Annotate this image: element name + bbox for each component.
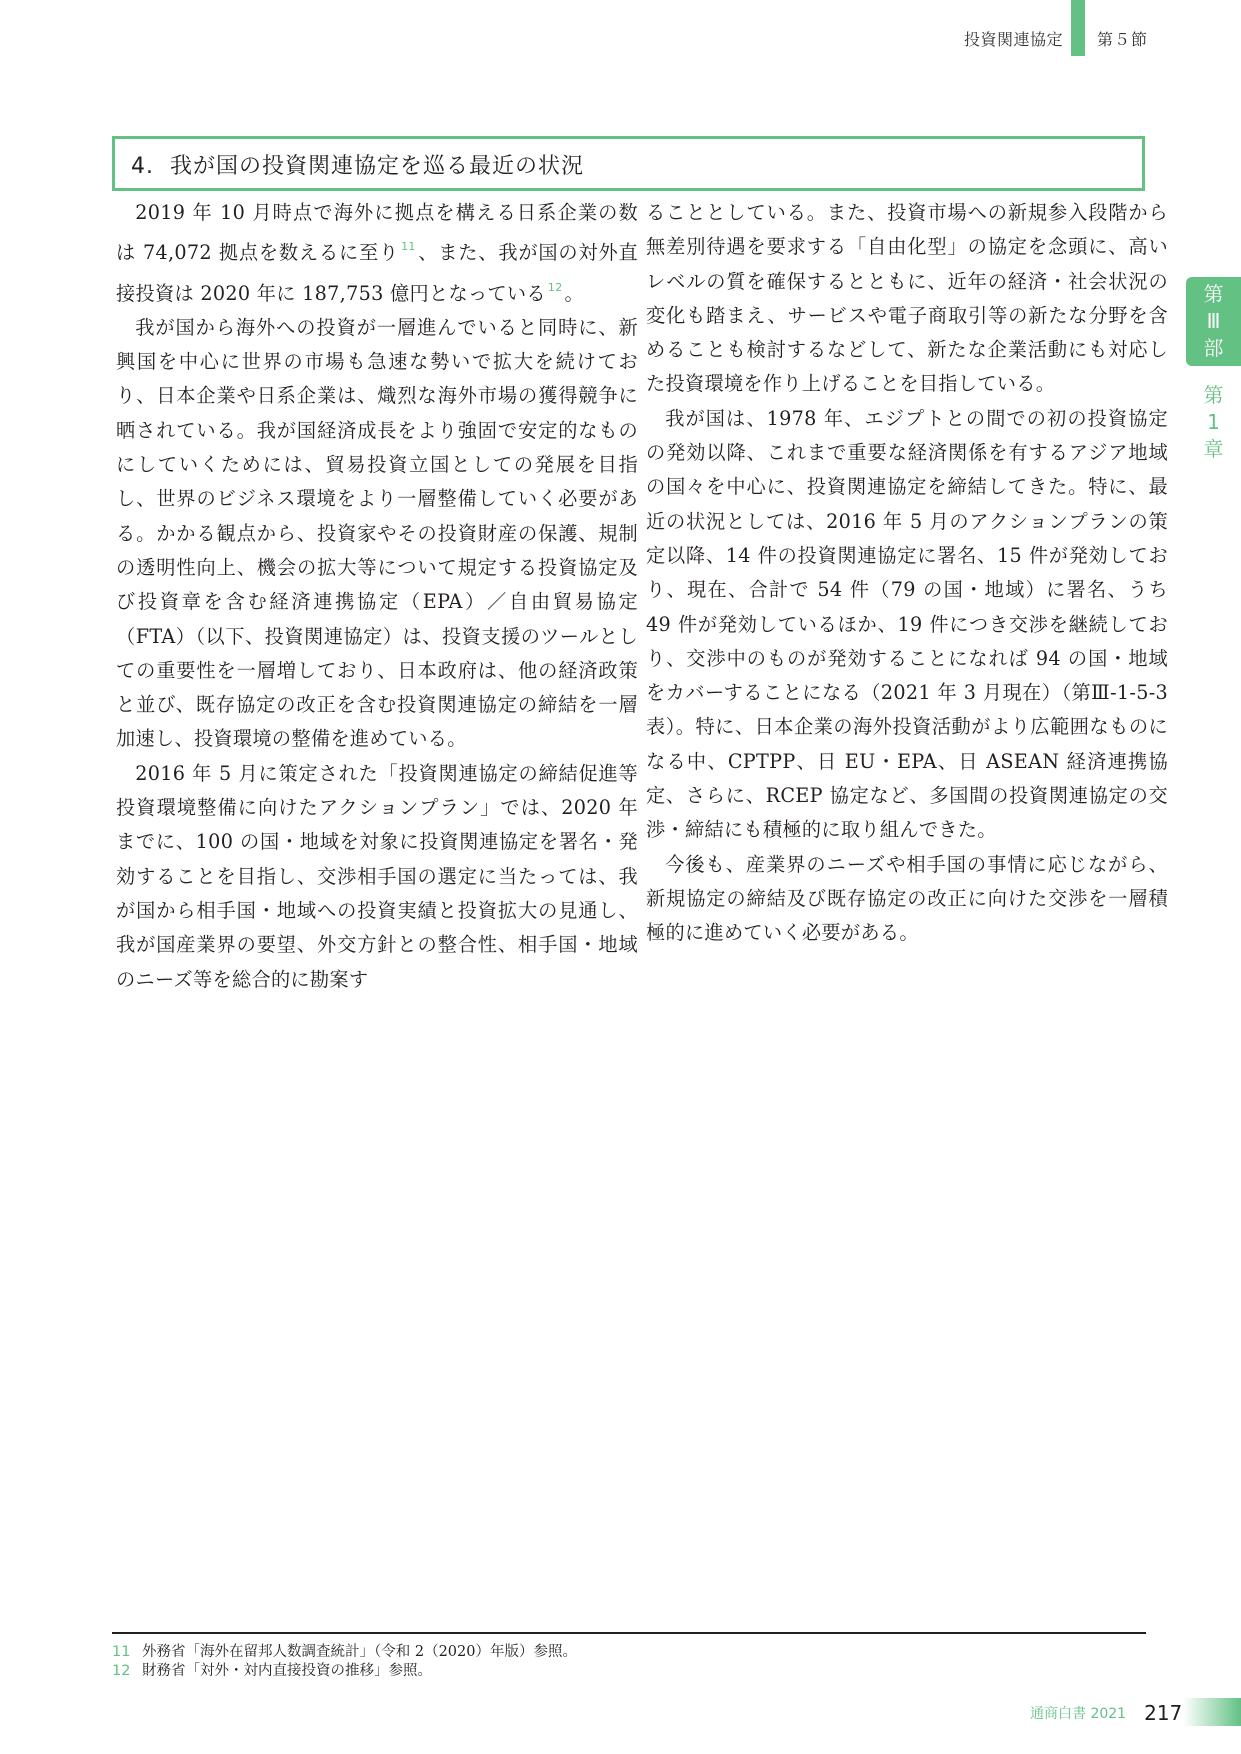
footnote-divider [112, 1632, 1146, 1634]
footnotes [112, 1643, 577, 1681]
running-head-section: 投資関連協定 [963, 30, 1063, 49]
paragraph-3: 2016 年 5 月に策定された「投資関連協定の締結促進等投資環境整備に向けたアクションプラン」では、2020 年までに、100 の国・地域を対象に投資関連協定を署名・発効することを目指し、交渉相手国の選定に当たっては、我が国から相手国・地域への投資実績と投資拡大の見通し、我が国産業界の要望、外交方針との整合性、相手国・地域のニーズ等を総合的に勘案す [116, 761, 638, 991]
footnote-11 [112, 1643, 577, 1662]
footnote-ref-11[interactable]: 11 [401, 240, 416, 254]
paragraph-text: 2019 年 10 月時点で海外に拠点を構える日系企業の数は 74,072 拠点を数えるに至り [116, 201, 638, 265]
folio-gradient-bar [1183, 1698, 1241, 1726]
paragraph-3-continued: ることとしている。また、投資市場への新規参入段階から無差別待遇を要求する「自由化型」の協定を念頭に、高いレベルの質を確保するとともに、近年の経済・社会状況の変化も踏まえ、サービスや電子商取引等の新たな分野を含めることも検討するなどして、新たな企業活動にも対応した投資環境を作り上げることを目指している。 [646, 201, 1168, 396]
folio [1030, 1698, 1182, 1728]
paragraph-1 [116, 196, 638, 311]
section-heading-box [112, 136, 1145, 191]
paragraph-text: 。 [564, 281, 585, 305]
paragraph-5: 今後も、産業界のニーズや相手国の事情に応じながら、新規協定の締結及び既存協定の改正に向けた交渉を一層積極的に進めていく必要がある。 [646, 852, 1168, 945]
footnote-text: 外務省「海外在留邦人数調査統計」（令和 2（2020）年版）参照。 [142, 1644, 577, 1660]
footnote-12 [112, 1662, 577, 1681]
footnote-ref-12[interactable]: 12 [547, 280, 563, 294]
paragraph-text: 、また、我が国の対外直接投資は 2020 年に 187,753 億円となっている [116, 241, 638, 305]
side-tab-part-char: Ⅲ [1206, 309, 1221, 333]
running-head [0, 0, 1241, 60]
page-number: 217 [1144, 1701, 1183, 1725]
side-tab-chapter-char: 1 [1207, 410, 1220, 434]
paragraph-2: 我が国から海外への投資が一層進んでいると同時に、新興国を中心に世界の市場も急速な勢いで拡大を続けており、日本企業や日系企業は、熾烈な海外市場の獲得競争に晒されている。我が国経済成長をより強固で安定的なものにしていくためには、貿易投資立国としての発展を目指し、世界のビジネス環境をより一層整備していく必要がある。かかる観点から、投資家やその投資財産の保護、規制の透明性向上、機会の拡大等について規定する投資協定及び投資章を含む経済連携協定（EPA）／自由貿易協定（FTA）（以下、投資関連協定）は、投資支援のツールとしての重要性を一層増しており、日本政府は、他の経済政策と並び、既存協定の改正を含む投資関連協定の締結を一層加速し、投資環境の整備を進めている。 [116, 315, 638, 751]
footnote-number: 11 [112, 1644, 131, 1660]
publication-name: 通商白書 2021 [1030, 1706, 1127, 1722]
footnote-number: 12 [112, 1663, 131, 1679]
side-tab-part [1186, 277, 1241, 366]
side-tab-chapter-char: 章 [1203, 437, 1224, 461]
running-head-chapter-section: 第５節 [1097, 30, 1149, 49]
side-tab-chapter-char: 第 [1203, 383, 1224, 407]
body-column-right [646, 196, 1168, 951]
side-tab-part-char: 部 [1203, 336, 1224, 360]
side-tab-chapter [1186, 382, 1241, 463]
running-head-divider-bar [1071, 0, 1085, 56]
paragraph-4: 我が国は、1978 年、エジプトとの間での初の投資協定の発効以降、これまで重要な経済関係を有するアジア地域の国々を中心に、投資関連協定を締結してきた。特に、最近の状況としては、2016 年 5 月のアクションプランの策定以降、14 件の投資関連協定に署名、15 件が発効しており、現在、合計で 54 件（79 の国・地域）に署名、うち 49 件が発効しているほか、19 件につき交渉を継続しており、交渉中のものが発効することになれば 94 の国・地域をカバーすることになる（2021 年 3 月現在）（第Ⅲ-1-5-3 表）。特に、日本企業の海外投資活動がより広範囲なものになる中、CPTPP、日 EU・EPA、日 ASEAN 経済連携協定、さらに、RCEP 協定など、多国間の投資関連協定の交渉・締結にも積極的に取り組んできた。 [646, 406, 1168, 842]
footnote-text: 財務省「対外・対内直接投資の推移」参照。 [142, 1663, 432, 1679]
body-column-left [116, 196, 638, 997]
side-tab-part-char: 第 [1203, 282, 1224, 306]
section-heading: 4. 我が国の投資関連協定を巡る最近の状況 [131, 154, 584, 179]
